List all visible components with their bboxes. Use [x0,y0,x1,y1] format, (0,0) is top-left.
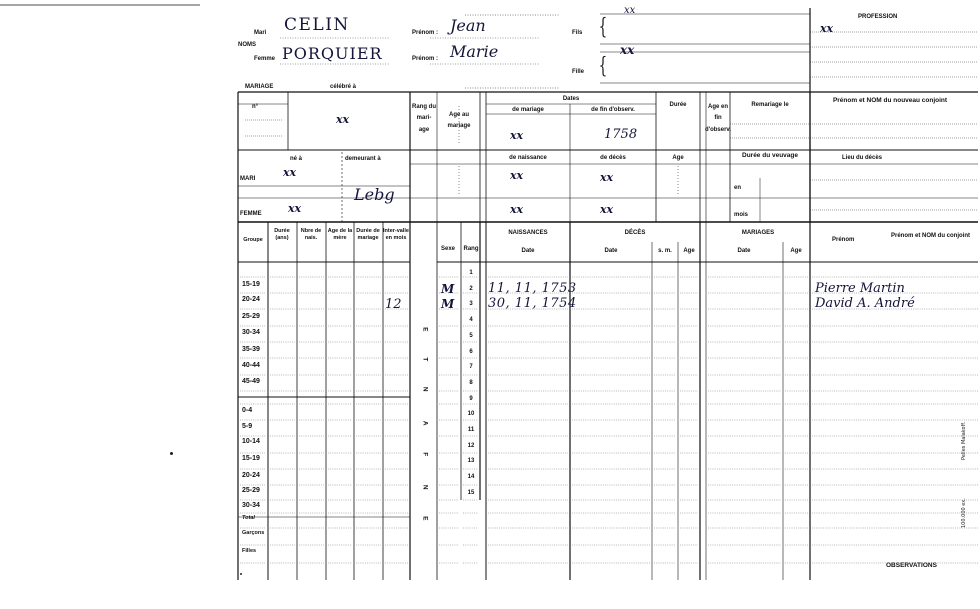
vertical-letter: E [421,327,429,332]
rang-mariage-label: Rang du mari-age [412,104,436,133]
mois-label: mois [734,212,749,218]
stats-header: Durée (ans) [274,228,290,241]
stats-header: Age de la mère [327,228,353,241]
group-label: 10-14 [242,438,260,445]
conjoint-label: Prénom et NOM du conjoint [891,233,970,239]
prenom-label: Prénom [832,237,855,243]
group-label: 25-29 [242,487,260,494]
fils-value: xx [624,5,636,16]
printer-mark: Pelles Malakoff. [961,421,967,460]
mari-surname: CELIN [284,15,350,35]
group-label: 40-44 [242,362,260,369]
observations-label: OBSERVATIONS [886,562,937,569]
rank-number: 12 [467,442,475,449]
group-label: 45-49 [242,378,260,385]
rank-number: 5 [469,332,473,339]
child-naissance-date: 30, 11, 1754 [488,296,577,312]
age-fin-observ-label: Age en fin d'observ. [705,104,731,133]
mari-demeurant: Lebg [354,185,395,204]
group-label: 0-4 [242,407,253,414]
group-label: 25-29 [242,313,260,320]
lieu-deces-label: Lieu du décès [841,155,883,161]
vertical-letter: N [421,484,429,490]
group-label: 15-19 [242,281,260,288]
age-mariage-label: Age au mariage [447,112,471,130]
naissances-title: NAISSANCES [508,230,548,236]
profession-value: xx [820,22,834,35]
femme-row-label: FEMME [240,211,262,217]
stray-dot [240,573,242,575]
fin-observ-label: de fin d'observ. [591,107,635,113]
mariage-date-label: Date [737,248,751,254]
vertical-letter: T [421,357,429,362]
mari-row-label: MARI [240,176,256,182]
deces-title: DÉCÈS [624,230,646,236]
rank-number: 10 [467,411,475,418]
ne-a-label: né à [290,156,303,162]
celebre-value: xx [336,113,350,126]
femme-naissance-value: xx [510,203,524,216]
group-label: Total [242,515,255,521]
stats-header: Groupe [243,237,263,243]
rank-number: 1 [469,270,473,276]
vertical-letter: A [421,420,429,426]
group-label: Filles [242,548,257,554]
mariage-title: MARIAGE [245,84,274,90]
dates-title: Dates [562,96,580,102]
rank-number: 15 [467,489,475,496]
naissance-date-label: Date [521,248,535,254]
fils-brace: { [598,15,608,40]
rank-number: 3 [469,301,473,308]
rank-number: 8 [469,379,473,386]
vertical-letter: E [421,516,429,521]
en-label: en [734,185,742,191]
rank-number: 14 [467,474,475,481]
femme-surname: PORQUIER [282,44,383,63]
femme-firstname: Marie [450,42,499,61]
mariage-age-label: Age [790,248,802,254]
rank-number: 6 [469,348,473,355]
fils-label: Fils [572,30,583,36]
group-label: 30-34 [242,329,260,336]
fille-brace: { [598,54,608,79]
rank-number: 13 [467,458,475,465]
sm-label: s. m. [658,248,672,254]
rank-number: 11 [467,427,475,433]
stray-dot [170,452,173,455]
vertical-letter: N [421,386,429,392]
nouveau-conjoint-label: Prénom et NOM du nouveau conjoint [832,97,948,104]
group-label: 30-34 [242,502,260,509]
naissance-label: de naissance [509,155,547,161]
noms-label: NOMS [238,42,256,48]
rank-number: 2 [469,285,473,292]
group-label: Garçons [242,530,265,536]
child-naissance-date: 11, 11, 1753 [488,280,577,296]
stats-header: Inter-valle en mois [383,228,409,241]
rank-number: 9 [469,395,473,402]
mariages-title: MARIAGES [741,230,775,236]
mari-naissance-value: xx [510,169,524,182]
rank-number: 7 [469,364,473,371]
sexe-label: Sexe [440,246,456,252]
de-mariage-label: de mariage [512,107,544,113]
rang-label: Rang [463,246,479,252]
group-label: 35-39 [242,346,260,353]
date-mariage-value: xx [510,129,524,142]
mari-deces-value: xx [600,171,614,184]
fin-observ-value: 1758 [604,127,638,142]
duree-veuvage-label: Durée du veuvage [742,152,798,159]
remariage-label: Remariage le [751,102,789,108]
vertical-letter: F [421,452,429,457]
demeurant-label: demeurant à [345,156,381,162]
no-label: n° [252,104,259,110]
femme-ne-a: xx [288,202,302,215]
group-label: 20-24 [242,296,260,303]
duree-label: Durée [669,102,687,108]
deces-date-label: Date [604,248,618,254]
child-sexe: M [441,297,455,312]
prenom-femme-label: Prénom : [412,56,439,62]
age-col-label: Age [672,155,684,161]
child-sexe: M [441,281,455,296]
deces-label: de décès [600,155,626,161]
profession-label: PROFESSION [858,14,898,20]
child-prenom: David A. André [815,296,915,312]
group-label: 20-24 [242,472,260,479]
fils-value-2: xx [620,43,635,57]
mari-ne-a: xx [283,166,297,179]
prenom-mari-label: Prénom : [412,30,439,36]
interval-value: 12 [385,297,402,312]
mari-label: Mari [254,30,267,36]
celebre-label: célébré à [330,84,357,90]
stats-header: Nbre de nais. [300,228,322,241]
femme-deces-value: xx [600,203,614,216]
child-prenom: Pierre Martin [815,280,905,296]
rank-number: 4 [469,317,473,324]
print-run: 100.000 ex. [961,498,967,528]
femme-label: Femme [254,56,276,62]
deces-age-label: Age [683,248,695,254]
fille-label: Fille [572,69,585,75]
stats-header: Durée de mariage [356,228,380,241]
group-label: 5-9 [242,423,253,430]
mari-firstname: Jean [450,16,486,35]
group-label: 15-19 [242,455,260,462]
